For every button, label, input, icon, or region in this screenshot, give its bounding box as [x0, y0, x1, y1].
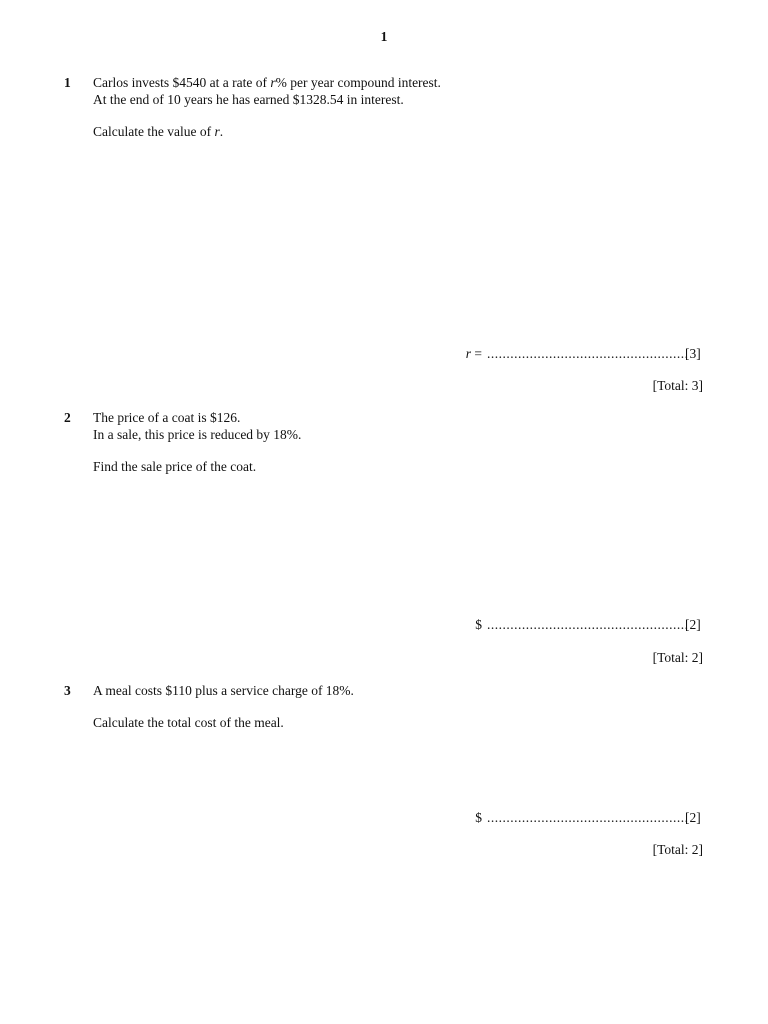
question-text-line: In a sale, this price is reduced by 18%. — [93, 427, 302, 442]
variable-r: r — [465, 346, 471, 361]
answer-prefix — [440, 345, 482, 362]
question-text-line: A meal costs $110 plus a service charge of 18%. — [93, 683, 354, 698]
question-instruction: Find the sale price of the coat. — [93, 459, 257, 474]
text-segment: % per year compound interest. — [275, 75, 441, 90]
marks: [2] — [685, 810, 701, 825]
page-number: 1 — [380, 29, 388, 44]
equals-sign: = — [471, 346, 482, 361]
answer-line[interactable]: .................................................... — [487, 617, 689, 632]
answer-line[interactable]: .................................................... — [487, 810, 689, 825]
question-text-line: At the end of 10 years he has earned $1328.54 in interest. — [93, 92, 404, 107]
total-marks: [Total: 2] — [652, 842, 703, 857]
variable-r: r — [270, 75, 276, 90]
question-number: 1 — [64, 75, 71, 90]
text-segment: Carlos invests $4540 at a rate of — [93, 75, 271, 90]
question-text-line: The price of a coat is $126. — [93, 410, 241, 425]
total-marks: [Total: 3] — [652, 378, 703, 393]
answer-line[interactable]: .................................................... — [487, 346, 689, 361]
total-marks: [Total: 2] — [652, 650, 703, 665]
marks: [3] — [685, 346, 701, 361]
text-segment: . — [219, 124, 224, 139]
question-instruction — [93, 123, 223, 140]
marks: [2] — [685, 617, 701, 632]
answer-prefix: $ — [475, 617, 482, 632]
variable-r: r — [214, 124, 220, 139]
question-number: 2 — [64, 410, 71, 425]
question-text-line — [93, 74, 441, 91]
question-number: 3 — [64, 683, 71, 698]
text-segment: Calculate the value of — [93, 124, 215, 139]
question-instruction: Calculate the total cost of the meal. — [93, 715, 284, 730]
answer-prefix: $ — [475, 810, 482, 825]
